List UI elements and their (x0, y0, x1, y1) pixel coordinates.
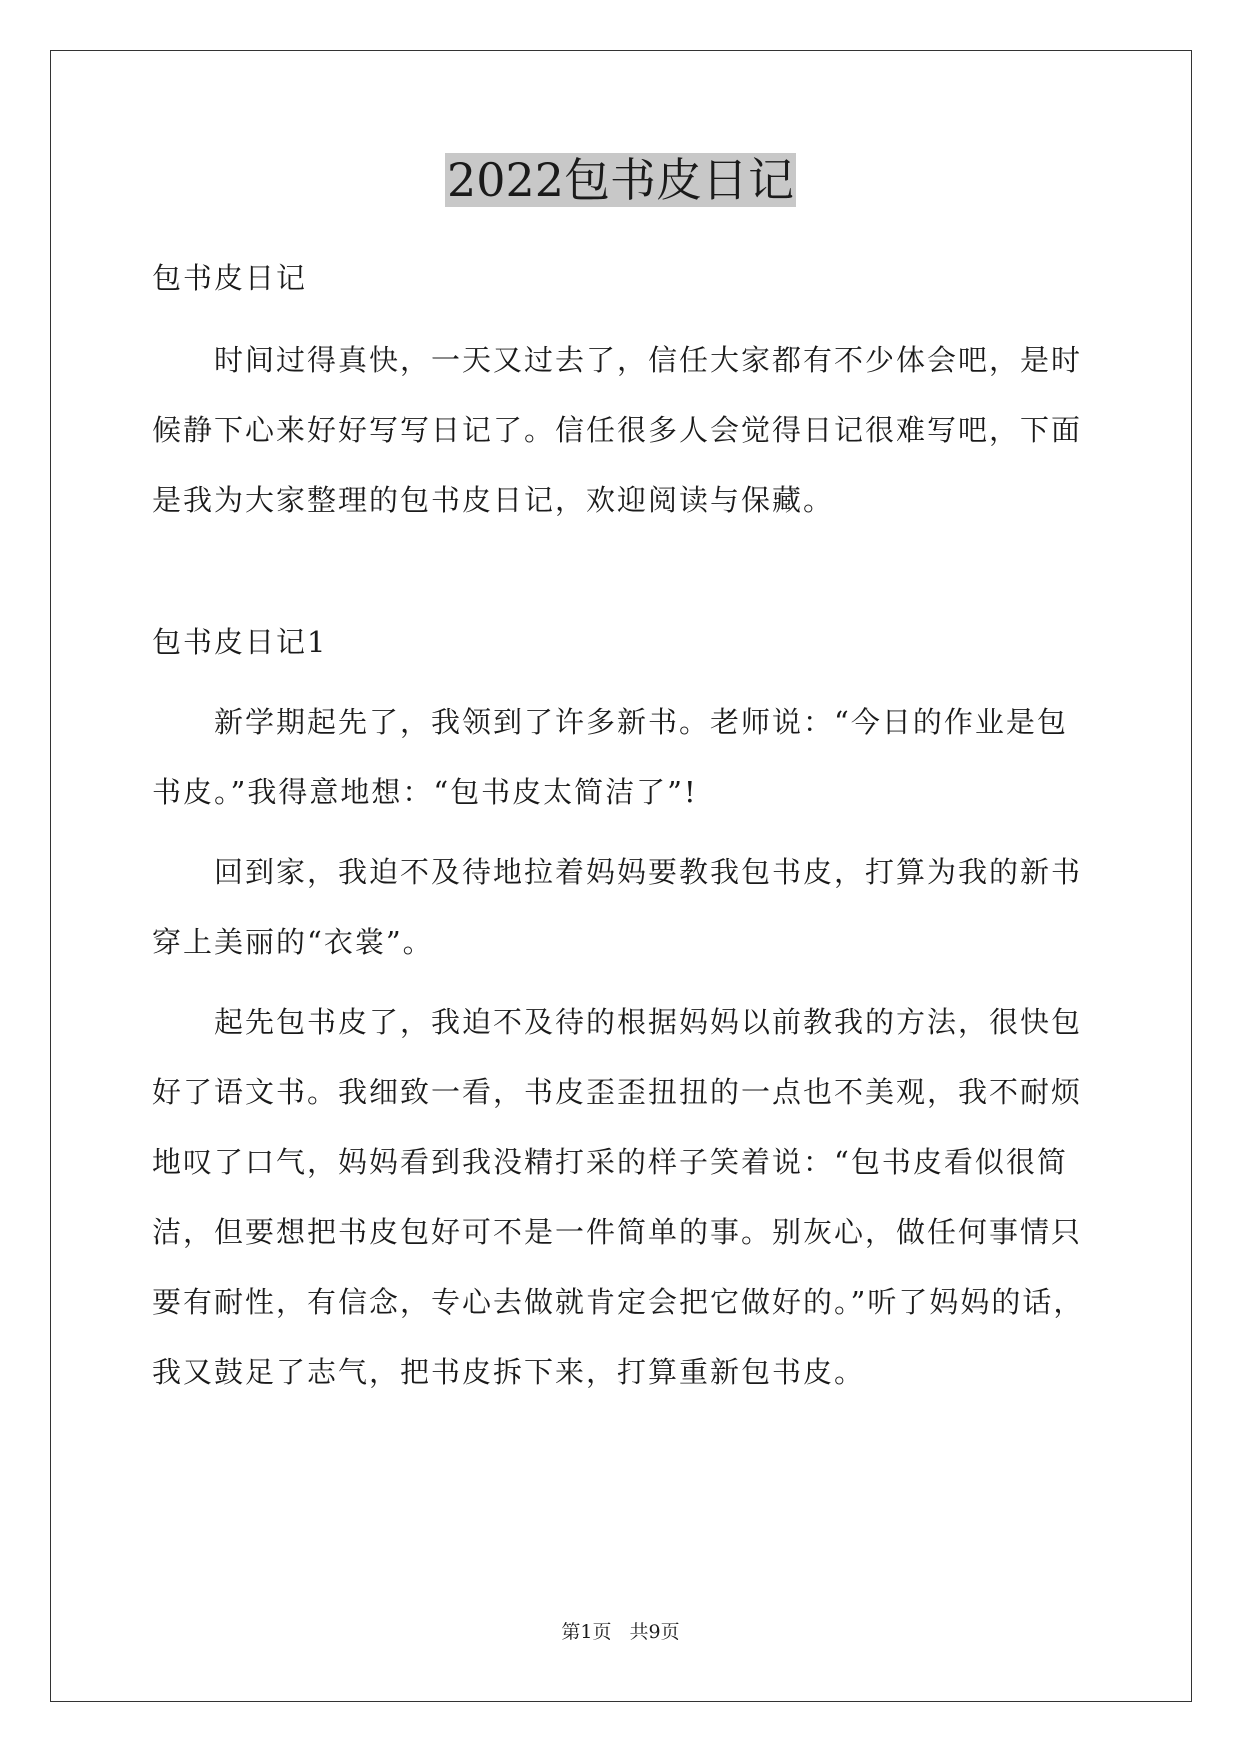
paragraph-line: 好了语文书。我细致一看，书皮歪歪扭扭的一点也不美观，我不耐烦 (152, 1075, 1083, 1109)
page-number: 第1页 (561, 1621, 612, 1643)
paragraph-line: 书皮。”我得意地想：“包书皮太简洁了”! (152, 775, 698, 809)
title-text: 2022包书皮日记 (446, 153, 795, 207)
paragraph-line: 起先包书皮了，我迫不及待的根据妈妈以前教我的方法，很快包 (152, 1005, 1083, 1039)
section-heading: 包书皮日记 (152, 261, 308, 295)
paragraph-line: 地叹了口气，妈妈看到我没精打采的样子笑着说：“包书皮看似很简 (152, 1145, 1068, 1179)
paragraph-line: 候静下心来好好写写日记了。信任很多人会觉得日记很难写吧，下面 (152, 413, 1083, 447)
page-footer (0, 1620, 1241, 1644)
paragraph-line: 时间过得真快，一天又过去了，信任大家都有不少体会吧，是时 (152, 343, 1083, 377)
section-heading: 包书皮日记1 (152, 625, 328, 659)
paragraph-line: 我又鼓足了志气，把书皮拆下来，打算重新包书皮。 (152, 1355, 866, 1389)
paragraph-line: 穿上美丽的“衣裳”。 (152, 925, 434, 959)
page-total: 共9页 (629, 1621, 680, 1643)
paragraph-line: 回到家，我迫不及待地拉着妈妈要教我包书皮，打算为我的新书 (152, 855, 1083, 889)
paragraph-line: 洁，但要想把书皮包好可不是一件简单的事。别灰心，做任何事情只 (152, 1215, 1083, 1249)
document-title (0, 150, 1241, 210)
paragraph-line: 是我为大家整理的包书皮日记，欢迎阅读与保藏。 (152, 483, 835, 517)
paragraph-line: 要有耐性，有信念，专心去做就肯定会把它做好的。”听了妈妈的话， (152, 1285, 1085, 1319)
paragraph-line: 新学期起先了，我领到了许多新书。老师说：“今日的作业是包 (152, 705, 1068, 739)
